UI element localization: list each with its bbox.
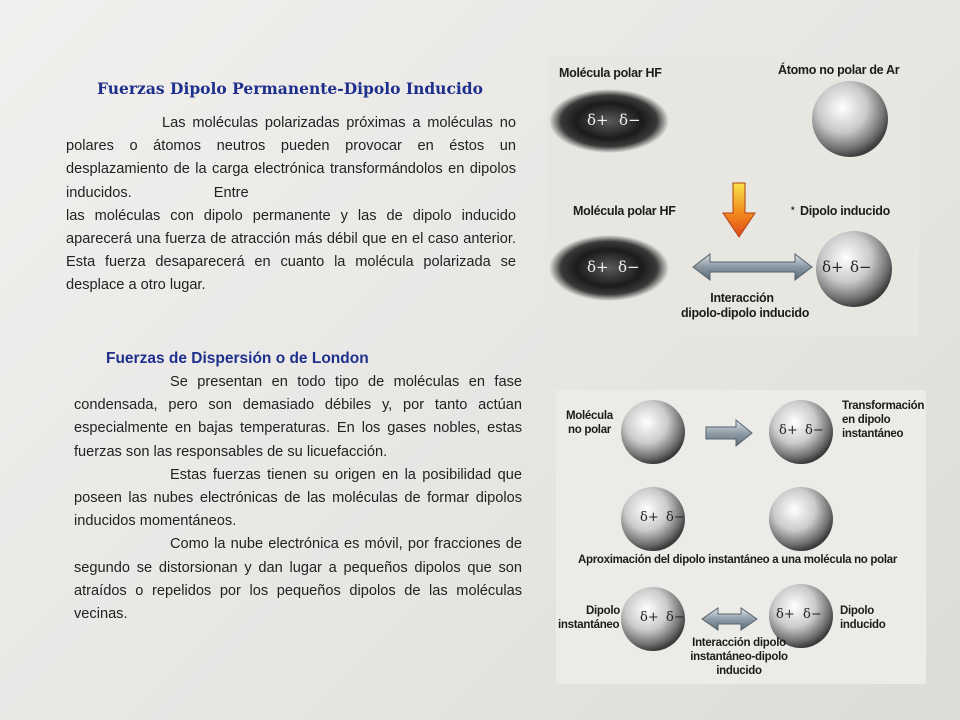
interaction-2-line3: inducido: [716, 665, 762, 677]
figure-dipole-induced: [547, 57, 919, 336]
label-asterisk: *: [791, 205, 795, 215]
section1-text-a: Las moléculas polarizadas próximas a moléculas no polares o átomos neutros pueden provocar en éstos un desplazamiento de la carga electrónica transformándolos en dipolos inducidos.: [66, 115, 516, 201]
section2-paragraph-3: Como la nube electrónica es móvil, por fracciones de segundo se distorsionan y dan lugar a pequeños dipolos que son atraídos o repelidos por los pequeños dipolos de las moléculas vecinas.: [74, 536, 522, 623]
interaction-arrow: [693, 254, 812, 280]
interaction-2-line2: instantáneo-dipolo: [690, 651, 788, 663]
nonpolar-molecule: [621, 400, 685, 464]
delta-minus-bottom: δ−: [618, 258, 640, 276]
section2-paragraph-1: Se presentan en todo tipo de moléculas en fase condensada, pero son demasiado débiles y, por tanto actúan especialmente en bajas temperaturas. En los gases nobles, estas fuerzas son las responsables de su licuefacción.: [74, 374, 522, 460]
section1-text-c: las moléculas con dipolo permanente y las de dipolo inducido aparecerá una fuerza de atracción más débil que en el caso anterior. Esta fuerza desaparecerá en cuanto la molécula polarizada se desplace a otro lugar.: [66, 207, 516, 294]
figure-london-dispersion: [556, 390, 926, 684]
label-transform-3: instantáneo: [842, 428, 904, 440]
delta-minus-1: δ−: [805, 423, 824, 438]
nonpolar-target: [769, 487, 833, 551]
delta-plus-4: δ+: [776, 607, 795, 622]
label-nonpolar-2: no polar: [568, 424, 611, 436]
delta-minus-top: δ−: [619, 111, 641, 129]
delta-minus-4: δ−: [803, 607, 822, 622]
label-nonpolar-1: Molécula: [566, 410, 613, 422]
label-approach: Aproximación del dipolo instantáneo a una molécula no polar: [578, 554, 898, 566]
label-atom: Átomo no polar de Ar: [778, 63, 900, 77]
label-polar-bottom: Molécula polar HF: [573, 204, 676, 218]
label-induced: Dipolo inducido: [800, 204, 890, 218]
polar-molecule-top: [549, 89, 669, 153]
label-induced-1: Dipolo: [840, 605, 874, 617]
interaction-line2: dipolo-dipolo inducido: [680, 306, 810, 320]
section2-paragraphs: [74, 371, 522, 626]
section1-title: Fuerzas Dipolo Permanente-Dipolo Inducido: [97, 79, 483, 98]
delta-minus-2: δ−: [666, 510, 685, 525]
delta-plus-3: δ+: [640, 610, 659, 625]
delta-minus-3: δ−: [666, 610, 685, 625]
section2-paragraph-2: Estas fuerzas tienen su origen en la posibilidad que poseen las nubes electrónicas de las moléculas de formar dipolos inducidos momentáneos.: [74, 466, 522, 530]
label-polar-top: Molécula polar HF: [559, 66, 662, 80]
delta-plus-top: δ+: [587, 111, 609, 129]
transformation-arrow: [723, 183, 755, 237]
section2-title: Fuerzas de Dispersión o de London: [106, 350, 369, 367]
interaction-line1: Interacción: [710, 291, 774, 305]
section1-text-b: Entre: [213, 184, 249, 201]
label-instantaneous-1: Dipolo: [586, 605, 620, 617]
delta-plus-bottom: δ+: [587, 258, 609, 276]
label-induced-2: inducido: [840, 619, 886, 631]
label-transform-2: en dipolo: [842, 414, 891, 426]
label-transform-1: Transformación: [842, 400, 925, 412]
section1-paragraph: [66, 112, 516, 298]
label-instantaneous-2: instantáneo: [558, 619, 620, 631]
nonpolar-atom: [812, 81, 888, 157]
interaction-arrow-2: [702, 608, 757, 630]
polar-molecule-bottom: [549, 235, 669, 301]
interaction-2-line1: Interacción dipolo: [692, 637, 786, 649]
delta-minus-induced: δ−: [850, 258, 872, 276]
delta-plus-induced: δ+: [822, 258, 844, 276]
transform-arrow: [706, 420, 752, 446]
delta-plus-1: δ+: [779, 423, 798, 438]
delta-plus-2: δ+: [640, 510, 659, 525]
